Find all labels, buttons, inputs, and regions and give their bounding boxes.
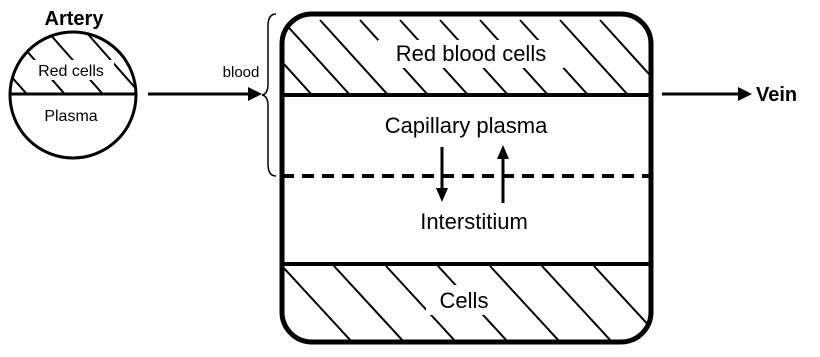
blood-label: blood bbox=[222, 64, 260, 81]
blood-brace bbox=[262, 14, 276, 176]
artery-red-cells-label: Red cells bbox=[38, 63, 104, 80]
artery-plasma-label: Plasma bbox=[44, 108, 98, 125]
vein-flow-out bbox=[662, 84, 797, 106]
vein-arrow-head bbox=[738, 87, 752, 101]
artery-group bbox=[0, 8, 146, 158]
up-arrow-head bbox=[497, 145, 509, 159]
interstitium-label: Interstitium bbox=[420, 209, 528, 234]
artery-title: Artery bbox=[44, 8, 104, 30]
cells-label: Cells bbox=[439, 288, 489, 313]
blood-arrow-head bbox=[248, 87, 262, 101]
down-arrow-head bbox=[436, 188, 448, 202]
capillary-box bbox=[230, 14, 668, 342]
blood-flow-in bbox=[148, 14, 276, 176]
vein-label: Vein bbox=[756, 84, 798, 106]
red-blood-cells-label: Red blood cells bbox=[395, 41, 547, 66]
capillary-plasma-label: Capillary plasma bbox=[384, 113, 548, 138]
